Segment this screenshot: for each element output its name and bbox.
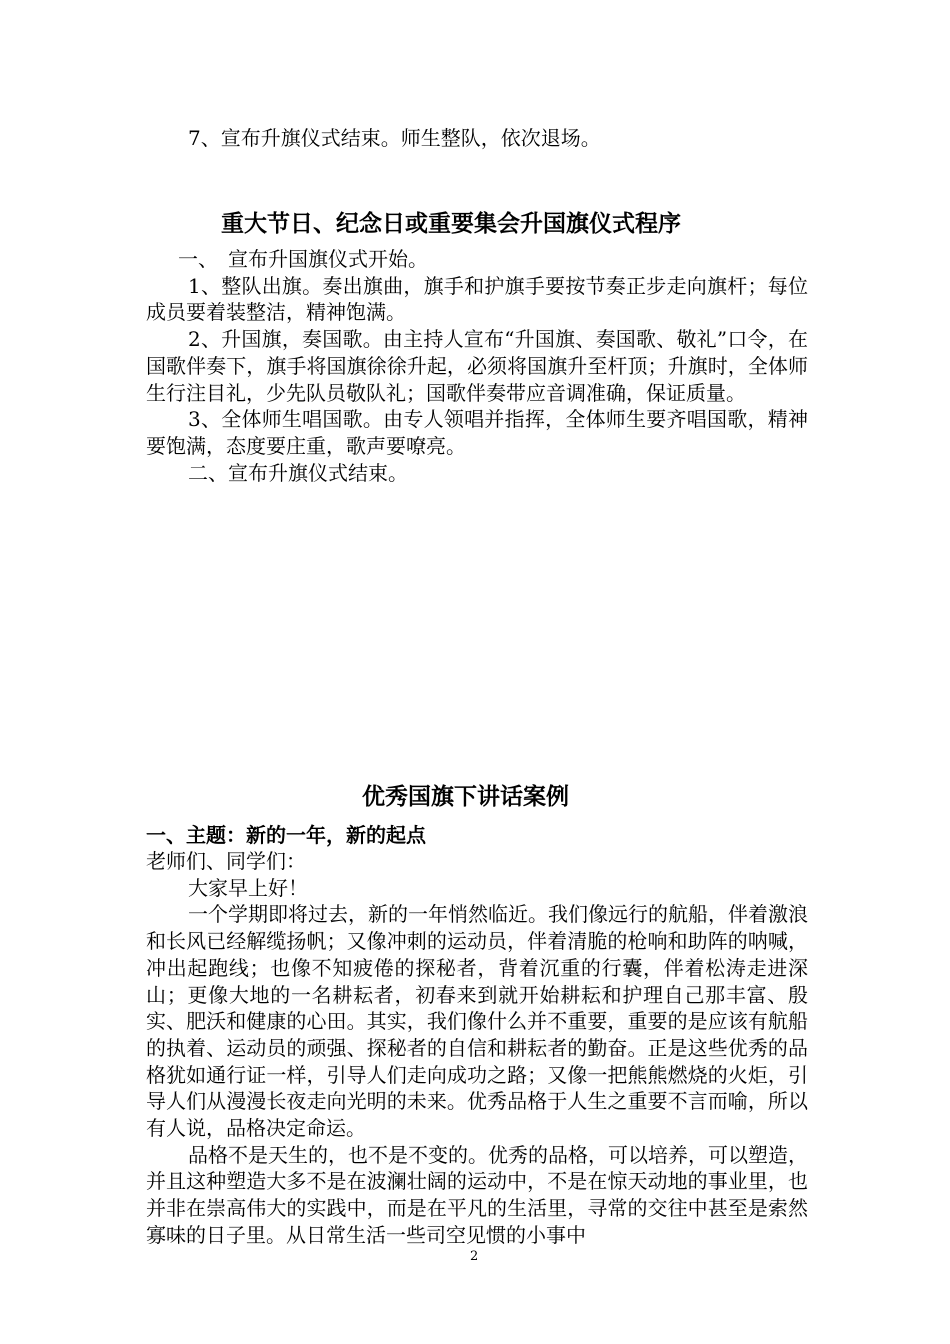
procedure-item-1: 一、 宣布升国旗仪式开始。 [178,247,428,271]
procedure-item-1-3: 3、全体师生唱国歌。由专人领唱并指挥，全体师生要齐唱国歌，精神要饱满，态度要庄重，歌声要嘹亮。 [146,407,808,458]
page-number: 2 [470,1249,479,1264]
speech-paragraph-1: 一个学期即将过去，新的一年悄然临近。我们像远行的航船，伴着激浪和长风已经解缆扬帆；又像冲刺的运动员，伴着清脆的枪响和助阵的呐喊，冲出起跑线；也像不知疲倦的探秘者，背着沉重的行囊，伴着松涛走进深山；更像大地的一名耕耘者，初春来到就开始耕耘和护理自己那丰富、殷实、肥沃和健康的心田。其实，我们像什么并不重要，重要的是应该有航船的执着、运动员的顽强、探秘者的自信和耕耘者的勤奋。正是这些优秀的品格犹如通行证一样，引导人们走向成功之路；又像一把熊熊燃烧的火炬，引导人们从漫漫长夜走向光明的未来。优秀品格于人生之重要不言而喻，所以有人说，品格决定命运。 [146,902,808,1141]
procedure-item-1-2: 2、升国旗，奏国歌。由主持人宣布“升国旗、奏国歌、敬礼”口令，在国歌伴奏下，旗手将国旗徐徐升起，必须将国旗升至杆顶；升旗时，全体师生行注目礼，少先队员敬队礼；国歌伴奏带应音调准确，保证质量。 [146,327,808,405]
speech-body [146,848,808,1249]
speech-paragraph-2: 品格不是天生的，也不是不变的。优秀的品格，可以培养，可以塑造，并且这种塑造大多不是在波澜壮阔的运动中，不是在惊天动地的事业里，也并非在崇高伟大的实践中，而是在平凡的生活里，寻常的交往中甚至是索然寡味的日子里。从日常生活一些司空见惯的小事中 [146,1142,808,1247]
speech-topic-heading: 一、主题：新的一年，新的起点 [146,823,426,847]
step-7-text: 7、宣布升旗仪式结束。师生整队，依次退场。 [188,126,601,150]
ceremony-procedure-body [146,246,808,486]
speech-salutation: 老师们、同学们： [146,849,306,873]
procedure-item-2: 二、宣布升旗仪式结束。 [188,460,408,485]
ceremony-procedure-title: 重大节日、纪念日或重要集会升国旗仪式程序 [221,211,681,237]
procedure-item-1-1: 1、整队出旗。奏出旗曲，旗手和护旗手要按节奏正步走向旗杆；每位成员要着装整洁，精神饱满。 [146,273,808,325]
speech-example-title: 优秀国旗下讲话案例 [362,784,569,810]
speech-greeting: 大家早上好！ [188,875,308,900]
